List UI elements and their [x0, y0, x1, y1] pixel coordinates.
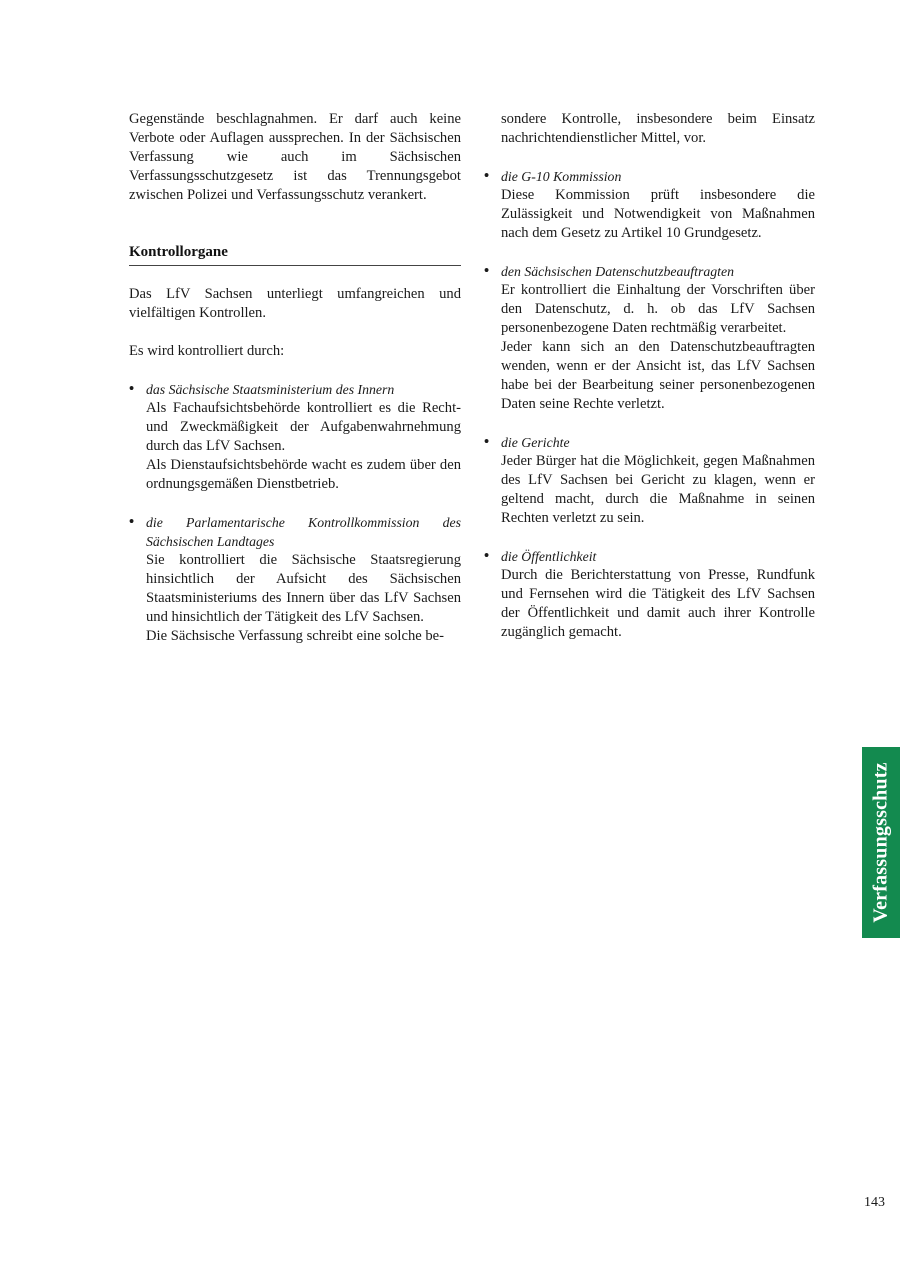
bullet-icon: • — [484, 168, 490, 184]
list-item — [129, 513, 461, 646]
intro-paragraph: Gegenstände beschlagnahmen. Er darf auch keine Verbote oder Auflagen aussprechen. In der Sächsischen Verfassung wie auch im Sächsischen Verfassungsschutzgesetz ist das Trennungsgebot zwischen Polizei und Verfassungsschutz verankert. — [129, 111, 461, 203]
bullet-icon: • — [129, 514, 135, 530]
left-column — [129, 110, 461, 665]
page-number: 143 — [864, 1195, 885, 1210]
bullet-icon: • — [484, 434, 490, 450]
list-item — [129, 380, 461, 494]
list-item-text: Jeder Bürger hat die Möglichkeit, gegen Maßnahmen des LfV Sachsen bei Gericht zu klagen, wenn er geltend macht, durch die Maßnahme in seinen Rechten verletzt zu sein. — [501, 453, 815, 526]
list-item-text: Er kontrolliert die Einhaltung der Vorschriften über den Datenschutz, d. h. ob das LfV Sachsen personenbezogene Daten rechtmäßig verarbeitet. — [501, 282, 815, 336]
bullet-icon: • — [484, 263, 490, 279]
list-item-text: Diese Kommission prüft insbesondere die Zulässigkeit und Notwendigkeit von Maßnahmen nach dem Gesetz zu Artikel 10 Grundgesetz. — [501, 187, 815, 241]
body-paragraph-1: Das LfV Sachsen unterliegt umfangreichen und vielfältigen Kontrollen. — [129, 286, 461, 321]
list-item — [484, 262, 815, 414]
section-side-tab — [862, 747, 900, 938]
control-list-right — [484, 167, 815, 642]
list-item-title: die Parlamentarische Kontrollkommission des Sächsischen Landtages — [146, 515, 461, 549]
bullet-icon: • — [484, 548, 490, 564]
list-item-text: Durch die Berichterstattung von Presse, Rundfunk und Fernsehen wird die Tätigkeit des LfV Sachsen der Öffentlichkeit und damit auch ihrer Kontrolle zugänglich gemacht. — [501, 567, 815, 640]
list-item — [484, 167, 815, 243]
list-item-title: die Öffentlichkeit — [501, 549, 597, 564]
list-item-text: Jeder kann sich an den Datenschutzbeauftragten wenden, wenn er der Ansicht ist, das LfV Sachsen habe bei der Bearbeitung seiner personenbezogenen Daten seine Rechte verletzt. — [501, 339, 815, 412]
continuation-paragraph: sondere Kontrolle, insbesondere beim Einsatz nachrichtendienstlicher Mittel, vor. — [501, 111, 815, 146]
list-item-title: die G-10 Kommission — [501, 169, 622, 184]
list-item-text: Als Dienstaufsichtsbehörde wacht es zudem über den ordnungsgemäßen Dienstbetrieb. — [146, 457, 461, 492]
bullet-icon: • — [129, 381, 135, 397]
list-item — [484, 547, 815, 642]
body-paragraph-2: Es wird kontrolliert durch: — [129, 343, 285, 359]
list-item — [484, 433, 815, 528]
list-item-text: Als Fachaufsichtsbehörde kontrolliert es die Recht- und Zweckmäßigkeit der Aufgabenwahrnehmung durch das LfV Sachsen. — [146, 400, 461, 454]
right-column — [484, 110, 815, 661]
side-tab-label: Verfassungsschutz — [869, 762, 892, 923]
list-item-title: die Gerichte — [501, 435, 570, 450]
section-heading: Kontrollorgane — [129, 243, 461, 266]
list-item-text: Sie kontrolliert die Sächsische Staatsregierung hinsichtlich der Aufsicht des Sächsischen Staatsministeriums des Innern über das LfV Sachsen und hinsichtlich der Tätigkeit des LfV Sachsen. — [146, 552, 461, 625]
control-list-left — [129, 380, 461, 646]
list-item-text: Die Sächsische Verfassung schreibt eine solche be- — [146, 628, 444, 644]
list-item-title: den Sächsischen Datenschutzbeauftragten — [501, 264, 734, 279]
list-item-title: das Sächsische Staatsministerium des Innern — [146, 382, 395, 397]
